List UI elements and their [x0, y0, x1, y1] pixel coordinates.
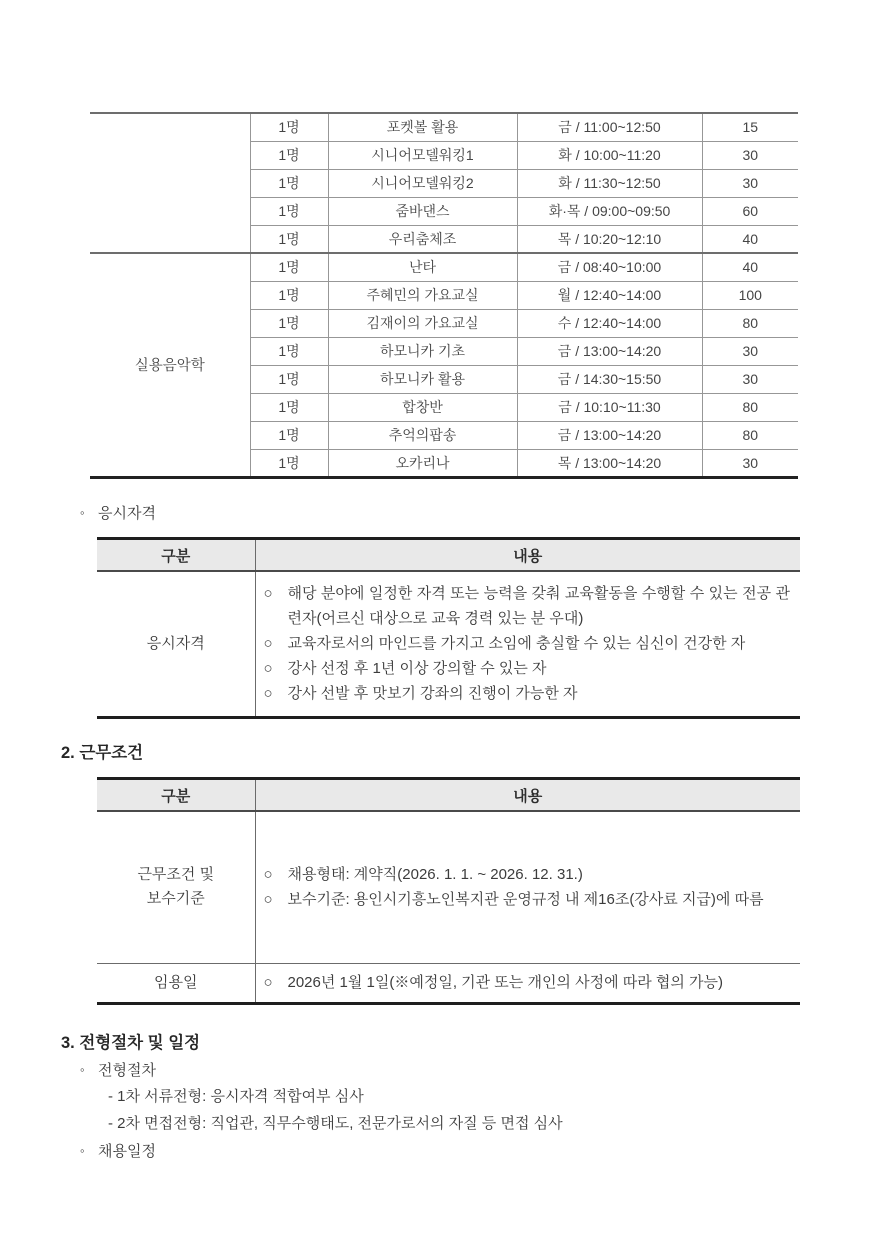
- schedule-count-cell: 1명: [250, 197, 328, 225]
- schedule-count-cell: 1명: [250, 365, 328, 393]
- label-line: 임용일: [154, 973, 198, 991]
- circle-bullet-icon: ○: [263, 660, 273, 678]
- circle-bullet-icon: ○: [263, 585, 273, 603]
- circle-bullet-icon: ○: [263, 974, 273, 991]
- bullet-item-text: 교육자로서의 마인드를 가지고 소임에 충실할 수 있는 심신이 건강한 자: [287, 635, 746, 653]
- schedule-time-cell: 금 / 13:00~14:20: [517, 337, 702, 365]
- schedule-count-cell: 1명: [250, 141, 328, 169]
- bullet-item: [264, 970, 791, 995]
- schedule-class-cell: 포켓볼 활용: [328, 113, 517, 141]
- schedule-capacity-cell: 100: [702, 281, 798, 309]
- schedule-count-cell: 1명: [250, 253, 328, 281]
- qualification-header-gubun: 구분: [97, 539, 255, 572]
- work-conditions-row: [97, 811, 800, 963]
- schedule-count-cell: 1명: [250, 113, 328, 141]
- work-conditions-row-content: [255, 811, 800, 963]
- schedule-row: [90, 253, 798, 281]
- qualification-table-row: [97, 571, 800, 717]
- schedule-count-cell: 1명: [250, 393, 328, 421]
- schedule-class-cell: 시니어모델워킹2: [328, 169, 517, 197]
- schedule-count-cell: 1명: [250, 309, 328, 337]
- schedule-class-cell: 하모니카 기초: [328, 337, 517, 365]
- schedule-capacity-cell: 30: [702, 337, 798, 365]
- qualification-section-label: ◦ 응시자격: [80, 505, 156, 522]
- schedule-count-cell: 1명: [250, 281, 328, 309]
- schedule-time-cell: 화·목 / 09:00~09:50: [517, 197, 702, 225]
- label-line: 보수기준: [146, 890, 205, 908]
- schedule-count-cell: 1명: [250, 225, 328, 253]
- circle-bullet-icon: ○: [263, 685, 273, 703]
- qualification-row-label: 응시자격: [97, 571, 255, 717]
- schedule-time-cell: 월 / 12:40~14:00: [517, 281, 702, 309]
- procedure-sub2-label: ◦ 채용일정: [80, 1143, 156, 1160]
- work-conditions-row-content: [255, 963, 800, 1003]
- work-conditions-row-label: [97, 811, 255, 963]
- work-conditions-table: [97, 777, 800, 1005]
- schedule-capacity-cell: 30: [702, 141, 798, 169]
- bullet-item-text: 2026년 1월 1일(※예정일, 기관 또는 개인의 사정에 따라 협의 가능): [287, 974, 724, 991]
- schedule-time-cell: 목 / 10:20~12:10: [517, 225, 702, 253]
- schedule-time-cell: 화 / 11:30~12:50: [517, 169, 702, 197]
- schedule-class-cell: 주혜민의 가요교실: [328, 281, 517, 309]
- small-circle-bullet-icon: ◦: [80, 1062, 85, 1077]
- circle-bullet-icon: ○: [263, 866, 273, 884]
- schedule-class-cell: 줌바댄스: [328, 197, 517, 225]
- schedule-capacity-cell: 30: [702, 449, 798, 477]
- schedule-time-cell: 금 / 11:00~12:50: [517, 113, 702, 141]
- work-conditions-heading: 2. 근무조건: [61, 744, 144, 762]
- bullet-item: [264, 862, 791, 887]
- schedule-capacity-cell: 40: [702, 253, 798, 281]
- circle-bullet-icon: ○: [263, 891, 273, 909]
- schedule-row: [90, 113, 798, 141]
- bullet-item: [264, 656, 791, 681]
- bullet-item: [264, 681, 791, 706]
- schedule-capacity-cell: 80: [702, 309, 798, 337]
- procedure-sub1-label: ◦ 전형절차: [80, 1062, 156, 1079]
- procedure-step-1: - 1차 서류전형: 응시자격 적합여부 심사: [108, 1088, 364, 1105]
- schedule-capacity-cell: 80: [702, 421, 798, 449]
- bullet-item-text: 강사 선정 후 1년 이상 강의할 수 있는 자: [287, 660, 547, 678]
- small-circle-bullet-icon: ◦: [80, 505, 85, 520]
- schedule-class-cell: 합창반: [328, 393, 517, 421]
- work-conditions-header-gubun: 구분: [97, 779, 255, 812]
- label-line: 근무조건 및: [137, 866, 215, 884]
- schedule-class-cell: 추억의팝송: [328, 421, 517, 449]
- bullet-item-text: 채용형태: 계약직(2026. 1. 1. ~ 2026. 12. 31.): [287, 866, 583, 884]
- qualification-table: [97, 537, 800, 719]
- schedule-class-cell: 하모니카 활용: [328, 365, 517, 393]
- qualification-table-header-row: [97, 539, 800, 572]
- class-schedule-table: [90, 112, 798, 479]
- schedule-class-cell: 시니어모델워킹1: [328, 141, 517, 169]
- schedule-category-cell: 실용음악학: [90, 253, 250, 477]
- qualification-row-content: [255, 571, 800, 717]
- schedule-time-cell: 수 / 12:40~14:00: [517, 309, 702, 337]
- qualification-header-naeyong: 내용: [255, 539, 800, 572]
- work-conditions-row-label: [97, 963, 255, 1003]
- schedule-class-cell: 난타: [328, 253, 517, 281]
- schedule-capacity-cell: 30: [702, 169, 798, 197]
- schedule-time-cell: 화 / 10:00~11:20: [517, 141, 702, 169]
- schedule-time-cell: 금 / 08:40~10:00: [517, 253, 702, 281]
- schedule-count-cell: 1명: [250, 421, 328, 449]
- schedule-class-cell: 오카리나: [328, 449, 517, 477]
- schedule-capacity-cell: 40: [702, 225, 798, 253]
- bullet-item-text: 해당 분야에 일정한 자격 또는 능력을 갖춰 교육활동을 수행할 수 있는 전공 관련자(어르신 대상으로 교육 경력 있는 분 우대): [287, 585, 790, 628]
- schedule-class-cell: 김재이의 가요교실: [328, 309, 517, 337]
- schedule-count-cell: 1명: [250, 169, 328, 197]
- circle-bullet-icon: ○: [263, 635, 273, 653]
- procedure-heading: 3. 전형절차 및 일정: [61, 1034, 201, 1052]
- work-conditions-header-naeyong: 내용: [255, 779, 800, 812]
- schedule-time-cell: 목 / 13:00~14:20: [517, 449, 702, 477]
- work-conditions-row: [97, 963, 800, 1003]
- bullet-item-text: 보수기준: 용인시기흥노인복지관 운영규정 내 제16조(강사료 지급)에 따름: [287, 891, 764, 909]
- schedule-count-cell: 1명: [250, 337, 328, 365]
- bullet-item: [264, 581, 791, 631]
- bullet-item: [264, 887, 791, 912]
- schedule-time-cell: 금 / 10:10~11:30: [517, 393, 702, 421]
- schedule-capacity-cell: 15: [702, 113, 798, 141]
- schedule-capacity-cell: 30: [702, 365, 798, 393]
- schedule-category-cell: [90, 113, 250, 253]
- schedule-class-cell: 우리춤체조: [328, 225, 517, 253]
- schedule-capacity-cell: 60: [702, 197, 798, 225]
- work-conditions-header-row: [97, 779, 800, 812]
- schedule-time-cell: 금 / 13:00~14:20: [517, 421, 702, 449]
- small-circle-bullet-icon: ◦: [80, 1143, 85, 1158]
- bullet-item: [264, 631, 791, 656]
- bullet-item-text: 강사 선발 후 맛보기 강좌의 진행이 가능한 자: [287, 685, 578, 703]
- schedule-capacity-cell: 80: [702, 393, 798, 421]
- schedule-time-cell: 금 / 14:30~15:50: [517, 365, 702, 393]
- schedule-count-cell: 1명: [250, 449, 328, 477]
- procedure-step-2: - 2차 면접전형: 직업관, 직무수행태도, 전문가로서의 자질 등 면접 심사: [108, 1115, 563, 1132]
